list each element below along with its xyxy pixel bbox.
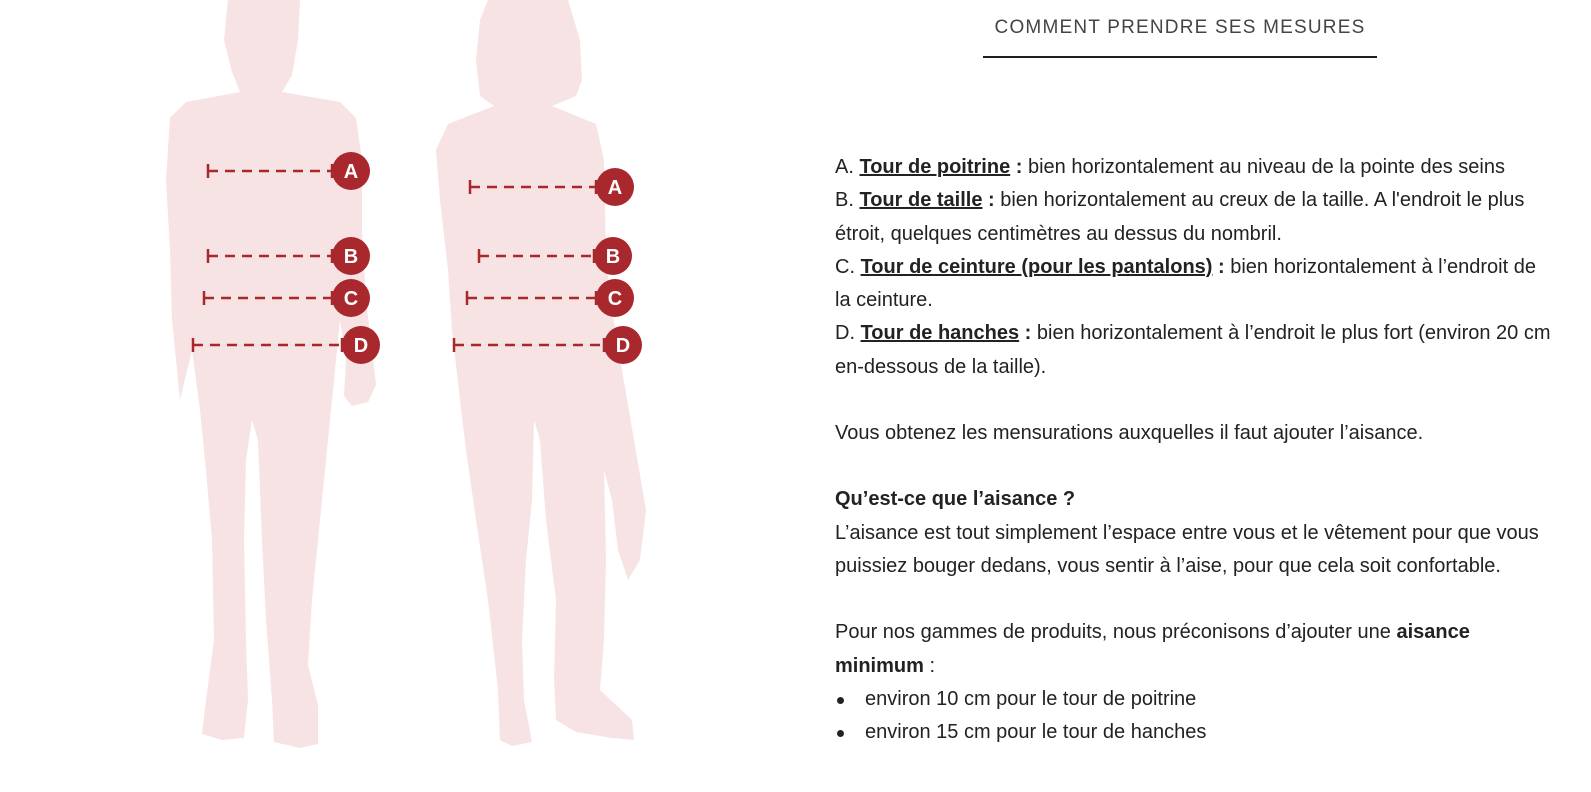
male-silhouette xyxy=(166,0,376,748)
measure-item-b: B. Tour de taille : bien horizontalement au creux de la taille. A l'endroit le plus étroit, quelques centimètres au dessus du nombril. xyxy=(835,189,1525,245)
female-marker-c xyxy=(596,279,634,317)
measure-prefix: C. xyxy=(835,255,855,278)
female-silhouette xyxy=(436,0,646,746)
measure-text: bien horizontalement à l’endroit de la ceinture. xyxy=(835,255,1536,312)
svg-text:B: B xyxy=(605,246,621,268)
male-marker-a xyxy=(332,152,370,190)
svg-text:C: C xyxy=(343,288,359,310)
result-text: Vous obtenez les mensurations auxquelles il faut ajouter l’aisance. xyxy=(835,422,1424,445)
measurement-instructions xyxy=(835,151,1555,749)
measure-text: bien horizontalement au creux de la taille. A l'endroit le plus étroit, quelques centimètres au dessus du nombril. xyxy=(835,189,1525,245)
male-marker-c xyxy=(332,279,370,317)
measure-item-a: A. Tour de poitrine : bien horizontalement au niveau de la pointe des seins xyxy=(835,156,1505,178)
measure-text: bien horizontalement au niveau de la pointe des seins xyxy=(1022,156,1505,178)
list-item: environ 10 cm pour le tour de poitrine xyxy=(835,683,1555,716)
aisance-question: Qu’est-ce que l’aisance ? xyxy=(835,488,1076,511)
recommendation-emphasis: aisance minimum xyxy=(835,621,1470,677)
svg-text:A: A xyxy=(343,161,359,183)
measure-item-d: D. Tour de hanches : bien horizontalement à l’endroit le plus fort (environ 20 cm en-dessous de la taille). xyxy=(835,322,1551,378)
aisance-list xyxy=(835,683,1555,750)
female-marker-d xyxy=(604,326,642,364)
measure-prefix: D. xyxy=(835,322,855,345)
tab-comment-prendre-ses-mesures[interactable]: COMMENT PRENDRE SES MESURES xyxy=(983,0,1377,58)
svg-text:A: A xyxy=(607,177,623,199)
measure-item-c: C. Tour de ceinture (pour les pantalons) : bien horizontalement à l’endroit de la ceinture. xyxy=(835,255,1536,312)
measure-term-hanches: Tour de hanches xyxy=(860,322,1020,345)
measure-prefix: A. xyxy=(835,156,854,178)
measure-term-taille: Tour de taille xyxy=(859,189,983,212)
measure-term-ceinture: Tour de ceinture (pour les pantalons) xyxy=(860,255,1213,278)
male-marker-b xyxy=(332,237,370,275)
male-marker-d xyxy=(342,326,380,364)
recommendation: Pour nos gammes de produits, nous préconisons d’ajouter une aisance minimum : xyxy=(835,621,1470,677)
measure-text: bien horizontalement à l’endroit le plus fort (environ 20 cm en-dessous de la taille). xyxy=(835,322,1551,378)
female-marker-a xyxy=(596,168,634,206)
svg-text:D: D xyxy=(615,335,631,357)
svg-text:C: C xyxy=(607,288,623,310)
female-marker-b xyxy=(594,237,632,275)
aisance-definition: L’aisance est tout simplement l’espace entre vous et le vêtement pour que vous puissiez bouger dedans, vous sentir à l’aise, pour que cela soit confortable. xyxy=(835,521,1539,577)
list-item: environ 15 cm pour le tour de hanches xyxy=(835,716,1555,749)
measure-term-poitrine: Tour de poitrine xyxy=(859,156,1011,178)
svg-text:D: D xyxy=(353,335,369,357)
svg-text:B: B xyxy=(343,246,359,268)
measure-prefix: B. xyxy=(835,189,854,212)
